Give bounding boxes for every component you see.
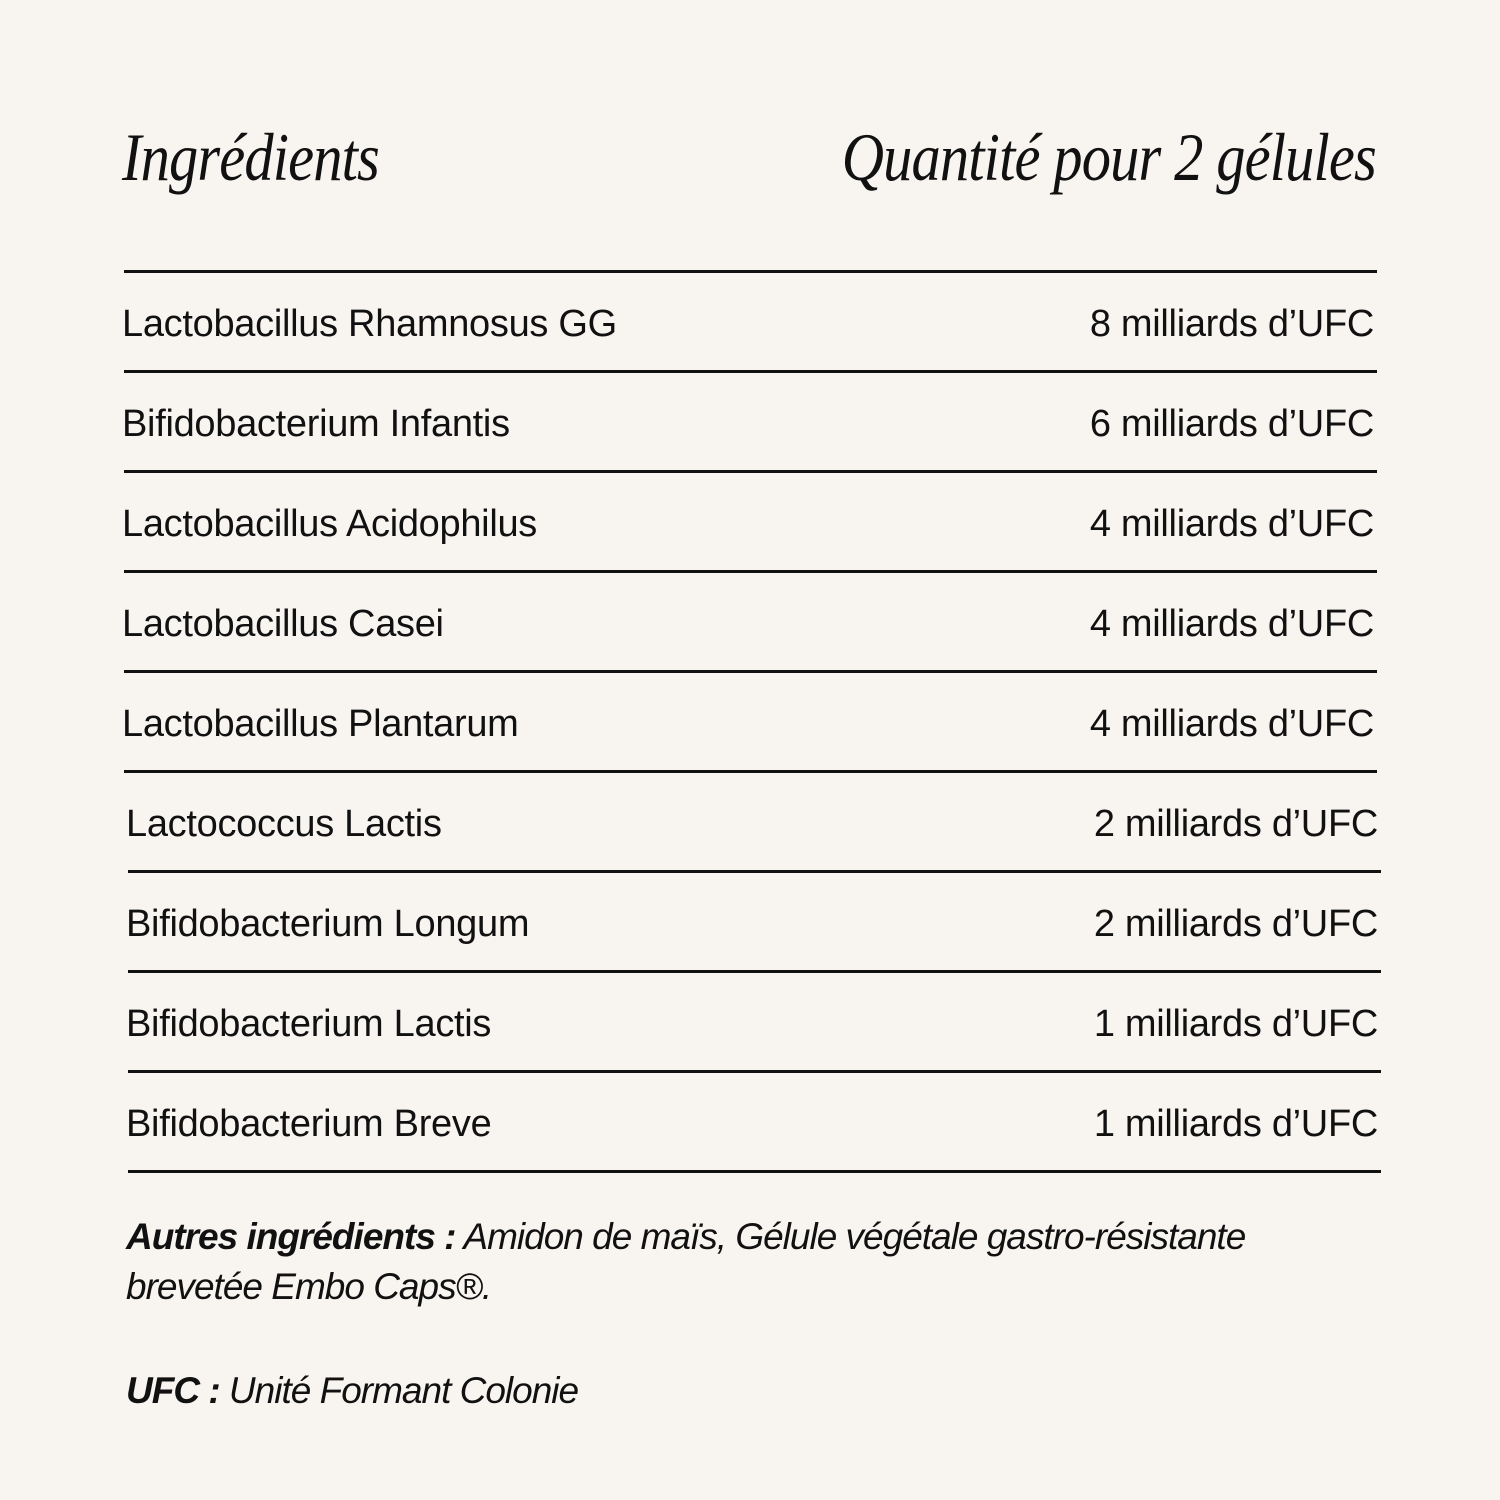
footnotes: [126, 1212, 1346, 1416]
divider: [124, 670, 1377, 673]
quantity-heading: Quantité pour 2 gélules: [841, 119, 1376, 195]
ingredient-amount: 1 milliards d’UFC: [1093, 1002, 1378, 1045]
ufc-definition-note: [126, 1366, 1346, 1416]
ingredient-amount: 4 milliards d’UFC: [1089, 602, 1374, 645]
divider: [124, 570, 1377, 573]
ingredients-heading: Ingrédients: [122, 119, 379, 195]
divider: [128, 870, 1381, 873]
ufc-text: Unité Formant Colonie: [219, 1370, 579, 1411]
divider: [124, 470, 1377, 473]
ufc-label: UFC :: [126, 1370, 220, 1411]
table-row: [122, 374, 1374, 474]
table-row: [126, 874, 1378, 974]
divider: [124, 370, 1377, 373]
table-row: [122, 474, 1374, 574]
ingredient-name: Lactobacillus Rhamnosus GG: [122, 302, 617, 345]
ingredient-amount: 1 milliards d’UFC: [1093, 1102, 1378, 1145]
ingredient-amount: 2 milliards d’UFC: [1093, 902, 1378, 945]
divider: [124, 270, 1377, 273]
ingredient-amount: 4 milliards d’UFC: [1089, 702, 1374, 745]
ingredient-name: Lactobacillus Plantarum: [122, 702, 519, 745]
ingredient-name: Bifidobacterium Longum: [126, 902, 530, 945]
table-row: [122, 274, 1374, 374]
ingredient-amount: 4 milliards d’UFC: [1089, 502, 1374, 545]
ingredient-name: Lactobacillus Casei: [122, 602, 444, 645]
ingredient-amount: 6 milliards d’UFC: [1089, 402, 1374, 445]
ingredient-name: Bifidobacterium Lactis: [126, 1002, 492, 1045]
ingredient-name: Bifidobacterium Breve: [126, 1102, 492, 1145]
divider: [128, 970, 1381, 973]
table-header: [122, 118, 1376, 197]
ingredient-amount: 2 milliards d’UFC: [1093, 802, 1378, 845]
ingredient-name: Lactobacillus Acidophilus: [122, 502, 537, 545]
table-row: [126, 974, 1378, 1074]
table-row: [122, 674, 1374, 774]
divider: [128, 1070, 1381, 1073]
table-row: [122, 574, 1374, 674]
ingredient-name: Bifidobacterium Infantis: [122, 402, 510, 445]
other-ingredients-text: Amidon de maïs, Gélule végétale gastro-résistante brevetée Embo Caps®.: [126, 1216, 1246, 1307]
table-row: [126, 1074, 1378, 1174]
other-ingredients-note: [126, 1212, 1346, 1312]
divider: [124, 770, 1377, 773]
other-ingredients-label: Autres ingrédients :: [126, 1216, 456, 1257]
ingredient-amount: 8 milliards d’UFC: [1089, 302, 1374, 345]
table-row: [126, 774, 1378, 874]
ingredient-name: Lactococcus Lactis: [126, 802, 442, 845]
divider: [128, 1170, 1381, 1173]
